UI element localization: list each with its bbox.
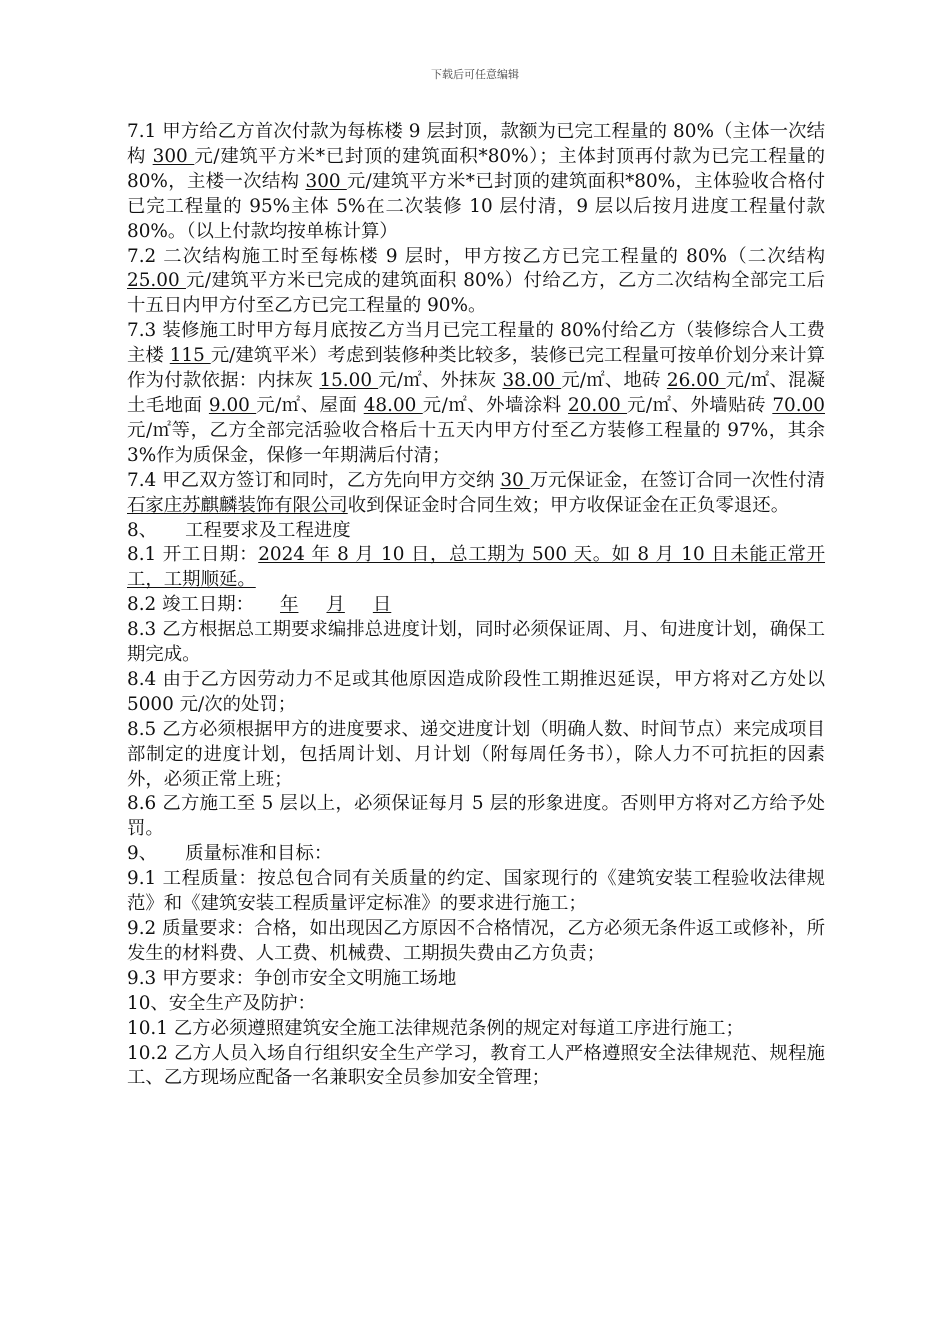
amount-value: 70.00 (772, 394, 825, 416)
clause-8-1: 8.1 开工日期：2024 年 8 月 10 日，总工期为 500 天。如 8 月 10 日未能正常开工，工期顺延。 (127, 544, 826, 591)
clause-8-6: 8.6 乙方施工至 5 层以上，必须保证每月 5 层的形象进度。否则甲方将对乙方给予处罚。 (127, 793, 825, 840)
amount-value: 300 (152, 145, 195, 167)
company-name: 石家庄苏麒麟装饰有限公司 (127, 494, 348, 516)
amount-value: 300 (305, 170, 347, 192)
amount-value: 20.00 (568, 394, 628, 416)
section-8-heading: 8、 工程要求及工程进度 (127, 519, 351, 541)
clause-7-4: 7.4 甲乙双方签订和同时，乙方先向甲方交纳 30 万元保证金，在签订合同一次性付清石家庄苏麒麟装饰有限公司收到保证金时合同生效；甲方收保证金在正负零退还。 (127, 469, 825, 516)
clause-7-2: 7.2 二次结构施工时至每栋楼 9 层时，甲方按乙方已完工程量的 80%（二次结构 25.00 元/建筑平方米已完成的建筑面积 80%）付给乙方，乙方二次结构全部完工后十五日内甲方付至乙方已完工程量的 90%。 (127, 245, 825, 317)
amount-value: 26.00 (666, 370, 726, 392)
clause-8-5: 8.5 乙方必须根据甲方的进度要求、递交进度计划（明确人数、时间节点）来完成项目部制定的进度计划，包括周计划、月计划（附每周任务书），除人力不可抗拒的因素外，必须正常上班； (127, 718, 825, 790)
contract-body (127, 120, 825, 1091)
clause-10-2: 10.2 乙方人员入场自行组织安全生产学习，教育工人严格遵照安全法律规范、规程施工、乙方现场应配备一名兼职安全员参加安全管理； (127, 1042, 825, 1089)
clause-7-3: 7.3 装修施工时甲方每月底按乙方当月已完工程量的 80%付给乙方（装修综合人工费主楼 115 元/建筑平米）考虑到装修种类比较多，装修已完工程量可按单价划分来计算作为付款依据：内抹灰 15.00 元/㎡、外抹灰 38.00 元/㎡、地砖 26.00 元/㎡、混凝土毛地面 9.00 元/㎡、屋面 48.00 元/㎡、外墙涂料 20.00 元/㎡、外墙贴砖 70.00 元/㎡等，乙方全部完活验收合格后十五天内甲方付至乙方装修工程量的 97%，其余 3%作为质保金，保修一年期满后付清； (127, 320, 826, 466)
section-10-heading: 10、安全生产及防护： (127, 992, 316, 1014)
clause-8-2: 8.2 竣工日期： 年 月 日 (127, 594, 392, 616)
clause-9-2: 9.2 质量要求：合格，如出现因乙方原因不合格情况，乙方必须无条件返工或修补，所发生的材料费、人工费、机械费、工期损失费由乙方负责； (127, 918, 825, 964)
completion-date-blank: 年 月 日 (280, 594, 392, 616)
clause-10-1: 10.1 乙方必须遵照建筑安全施工法律规范条例的规定对每道工序进行施工； (127, 1017, 744, 1039)
amount-value: 9.00 (208, 394, 257, 416)
deposit-value: 30 (500, 469, 530, 491)
clause-7-1: 7.1 甲方给乙方首次付款为每栋楼 9 层封顶，款额为已完工程量的 80%（主体一次结构 300 元/建筑平方米*已封顶的建筑面积*80%）；主体封顶再付款为已完工程量的 80%，主楼一次结构 300 元/建筑平方米*已封顶的建筑面积*80%，主体验收合格付已完工程量的 95%主体 5%在二次装修 10 层付清，9 层以后按月进度工程量付款 80%。（以上付款均按单栋计算） (127, 121, 825, 242)
start-date: 2024 年 8 月 10 日，总工期为 500 天。如 8 月 10 日未能正常开工，工期顺延。 (127, 544, 826, 591)
clause-9-1: 9.1 工程质量：按总包合同有关质量的约定、国家现行的《建筑安装工程验收法律规范》和《建筑安装工程质量评定标准》的要求进行施工； (127, 868, 825, 915)
clause-9-3: 9.3 甲方要求：争创市安全文明施工场地 (127, 967, 457, 989)
clause-8-4: 8.4 由于乙方因劳动力不足或其他原因造成阶段性工期推迟延误，甲方将对乙方处以 5000 元/次的处罚； (127, 668, 825, 715)
section-9-heading: 9、 质量标准和目标： (127, 843, 333, 865)
page-header: 下载后可任意编辑 (431, 68, 519, 81)
amount-value: 38.00 (502, 370, 562, 392)
clause-8-3: 8.3 乙方根据总工期要求编排总进度计划，同时必须保证周、月、旬进度计划，确保工期完成。 (127, 619, 825, 666)
amount-value: 115 (169, 345, 211, 367)
amount-value: 25.00 (127, 270, 186, 292)
amount-value: 15.00 (319, 370, 379, 392)
amount-value: 48.00 (363, 394, 423, 416)
